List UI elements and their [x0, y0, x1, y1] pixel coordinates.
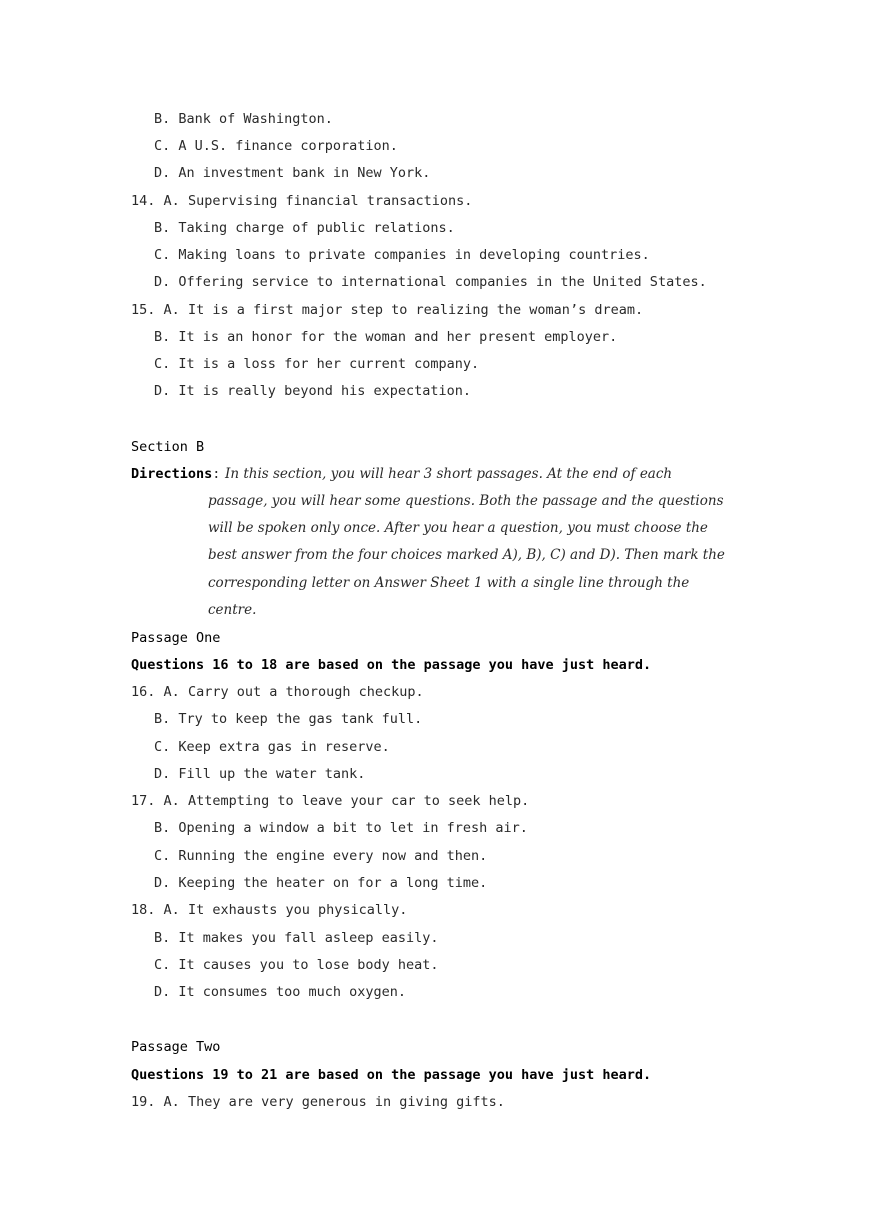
directions-line-4: best answer from the four choices marked A), B), C) and D). Then mark the: [208, 547, 725, 563]
q14-option-b: B. Taking charge of public relations.: [154, 220, 455, 236]
q16-option-b: B. Try to keep the gas tank full.: [154, 711, 423, 727]
question-number: 15.: [131, 302, 156, 318]
question-number: 17.: [131, 793, 156, 809]
q14-option-a: 14. A. Supervising financial transactions.: [131, 193, 473, 209]
q18-option-d: D. It consumes too much oxygen.: [154, 984, 406, 1000]
directions-line-3: will be spoken only once. After you hear a question, you must choose the: [208, 520, 708, 536]
question-number: 18.: [131, 902, 156, 918]
q14-option-d: D. Offering service to international companies in the United States.: [154, 274, 707, 290]
question-number: 19.: [131, 1094, 156, 1110]
passage-one-title: Passage One: [131, 630, 221, 646]
directions-line-2: passage, you will hear some questions. Both the passage and the questions: [208, 493, 724, 509]
directions-line-5: corresponding letter on Answer Sheet 1 with a single line through the: [208, 575, 690, 591]
q18-option-b: B. It makes you fall asleep easily.: [154, 930, 439, 946]
q14-option-c: C. Making loans to private companies in developing countries.: [154, 247, 650, 263]
q17-option-c: C. Running the engine every now and then.: [154, 848, 488, 864]
q15-option-d: D. It is really beyond his expectation.: [154, 383, 472, 399]
q18-option-a: 18. A. It exhausts you physically.: [131, 902, 408, 918]
question-number: 14.: [131, 193, 156, 209]
passage-one-instruction: Questions 16 to 18 are based on the passage you have just heard.: [131, 657, 652, 673]
q15-option-c: C. It is a loss for her current company.: [154, 356, 480, 372]
q13-option-c: C. A U.S. finance corporation.: [154, 138, 398, 154]
question-number: 16.: [131, 684, 156, 700]
q17-option-a: 17. A. Attempting to leave your car to seek help.: [131, 793, 530, 809]
directions-label: Directions: [131, 466, 213, 482]
passage-two-instruction: Questions 19 to 21 are based on the passage you have just heard.: [131, 1067, 652, 1083]
directions-line-1: In this section, you will hear 3 short passages. At the end of each: [225, 466, 673, 482]
q19-option-a: 19. A. They are very generous in giving gifts.: [131, 1094, 505, 1110]
directions-line-6: centre.: [208, 602, 257, 618]
q18-option-c: C. It causes you to lose body heat.: [154, 957, 439, 973]
q13-option-d: D. An investment bank in New York.: [154, 165, 431, 181]
q17-option-d: D. Keeping the heater on for a long time.: [154, 875, 488, 891]
section-b-title: Section B: [131, 439, 205, 455]
q15-option-a: 15. A. It is a first major step to realizing the woman’s dream.: [131, 302, 644, 318]
passage-two-title: Passage Two: [131, 1039, 221, 1055]
q16-option-c: C. Keep extra gas in reserve.: [154, 739, 390, 755]
q13-option-b: B. Bank of Washington.: [154, 111, 333, 127]
q17-option-b: B. Opening a window a bit to let in fresh air.: [154, 820, 528, 836]
q15-option-b: B. It is an honor for the woman and her present employer.: [154, 329, 618, 345]
q16-option-a: 16. A. Carry out a thorough checkup.: [131, 684, 424, 700]
q16-option-d: D. Fill up the water tank.: [154, 766, 366, 782]
directions-first-line: Directions:: [131, 466, 221, 482]
